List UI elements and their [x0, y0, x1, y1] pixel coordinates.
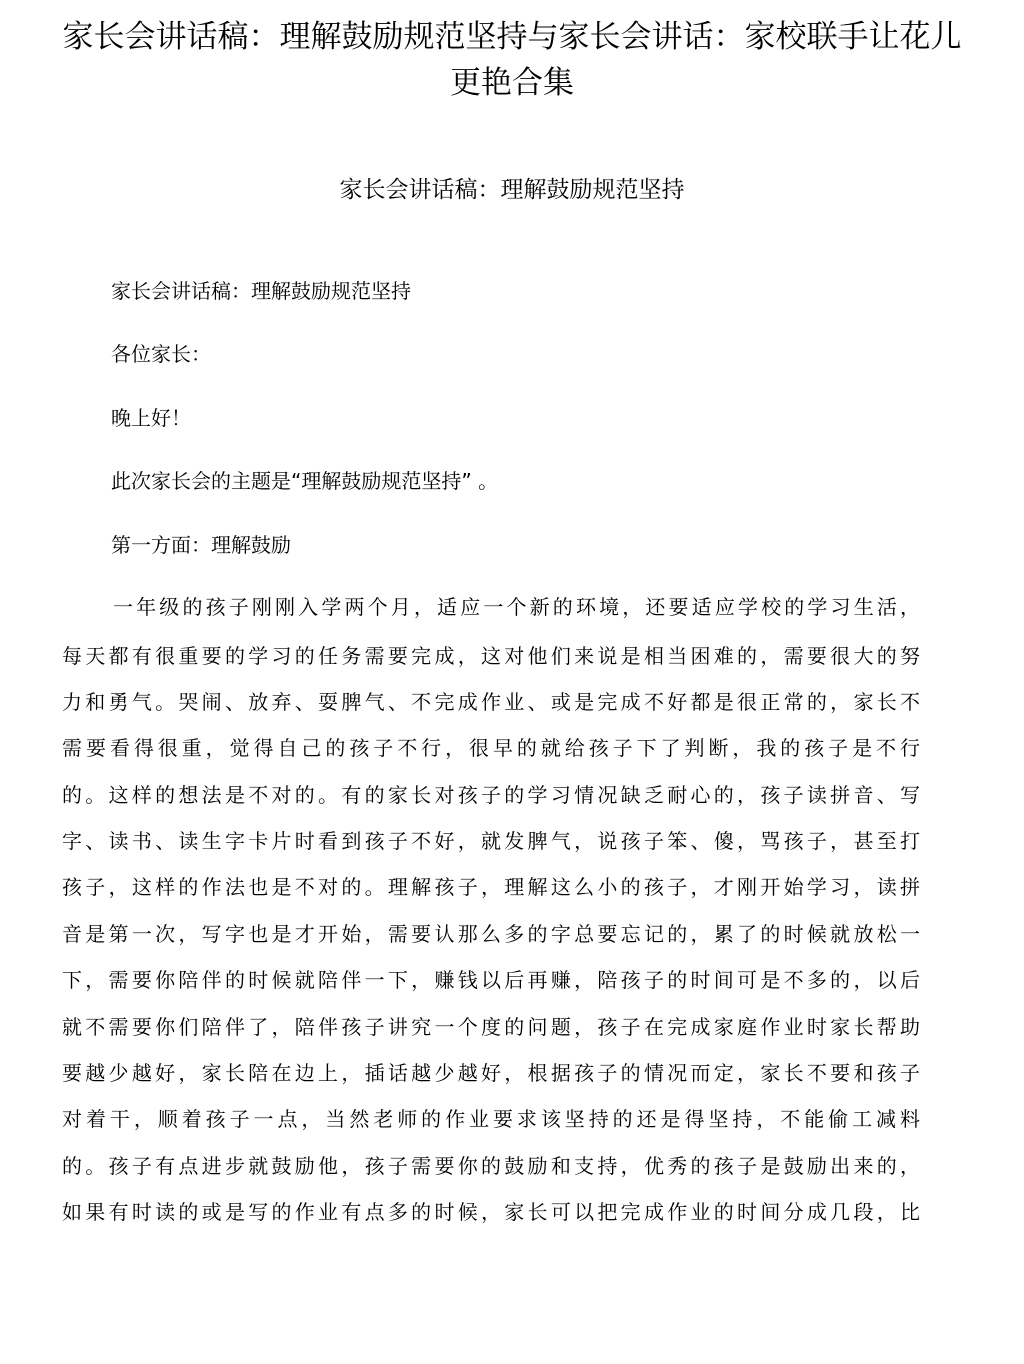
- point-one-heading: 第一方面：理解鼓励: [111, 533, 291, 557]
- paragraph-line: 要越少越好，家长陪在边上，插话越少越好，根据孩子的情况而定，家长不要和孩子: [62, 1061, 920, 1085]
- paragraph-line: 如果有时读的或是写的作业有点多的时候，家长可以把完成作业的时间分成几段，比: [62, 1200, 920, 1224]
- greeting: 晚上好！: [111, 406, 191, 430]
- paragraph-line: 就不需要你们陪伴了，陪伴孩子讲究一个度的问题，孩子在完成家庭作业时家长帮助: [62, 1015, 920, 1039]
- speech-subtitle: 家长会讲话稿：理解鼓励规范坚持: [111, 279, 411, 303]
- paragraph-line: 音是第一次，写字也是才开始，需要认那么多的字总要忘记的，累了的时候就放松一: [62, 922, 920, 946]
- paragraph-line: 孩子，这样的作法也是不对的。理解孩子，理解这么小的孩子，才刚开始学习，读拼: [62, 875, 920, 899]
- paragraph-line: 需要看得很重，觉得自己的孩子不行，很早的就给孩子下了判断，我的孩子是不行: [62, 736, 920, 760]
- section-heading: 家长会讲话稿：理解鼓励规范坚持: [339, 177, 685, 203]
- paragraph-line: 下，需要你陪伴的时候就陪伴一下，赚钱以后再赚，陪孩子的时间可是不多的，以后: [62, 968, 920, 992]
- document-title: 家长会讲话稿：理解鼓励规范坚持与家长会讲话：家校联手让花儿更艳合集: [62, 19, 962, 101]
- salutation: 各位家长：: [111, 342, 211, 366]
- paragraph-line: 一年级的孩子刚刚入学两个月，适应一个新的环境，还要适应学校的学习生活，: [113, 595, 920, 619]
- paragraph-line: 对着干，顺着孩子一点，当然老师的作业要求该坚持的还是得坚持，不能偷工减料: [62, 1107, 920, 1131]
- paragraph-line: 的。孩子有点进步就鼓励他，孩子需要你的鼓励和支持，优秀的孩子是鼓励出来的，: [62, 1154, 920, 1178]
- paragraph-line: 字、读书、读生字卡片时看到孩子不好，就发脾气，说孩子笨、傻，骂孩子，甚至打: [62, 829, 920, 853]
- paragraph-line: 的。这样的想法是不对的。有的家长对孩子的学习情况缺乏耐心的，孩子读拼音、写: [62, 783, 920, 807]
- theme-statement: 此次家长会的主题是“理解鼓励规范坚持” 。: [111, 469, 499, 493]
- paragraph-line: 力和勇气。哭闹、放弃、耍脾气、不完成作业、或是完成不好都是很正常的，家长不: [62, 690, 920, 714]
- paragraph-line: 每天都有很重要的学习的任务需要完成，这对他们来说是相当困难的，需要很大的努: [62, 644, 920, 668]
